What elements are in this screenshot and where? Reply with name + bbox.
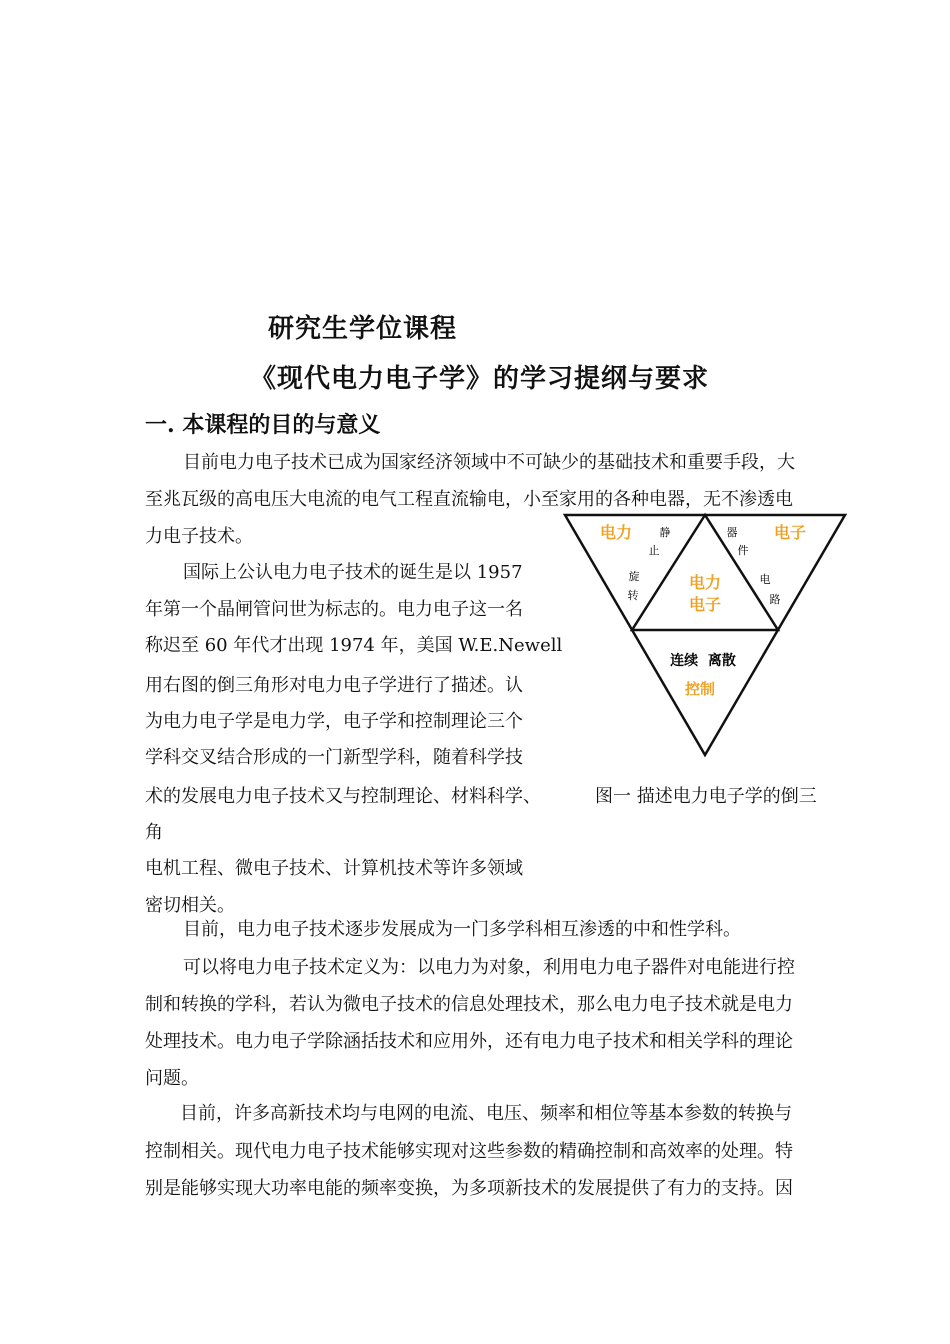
paragraph-line: 可以将电力电子技术定义为：以电力为对象，利用电力电子器件对电能进行控 — [183, 957, 795, 978]
label-continuous-discrete: 连续 离散 — [670, 653, 736, 669]
section-heading: 一. 本课程的目的与意义 — [145, 412, 381, 438]
label-electronics: 电子 — [773, 523, 807, 542]
paragraph-line: 年第一个晶闸管问世为标志的。电力电子这一名 — [145, 599, 523, 620]
label-power: 电力 — [599, 523, 633, 542]
paragraph-line: 角 — [145, 822, 163, 843]
label-control: 控制 — [684, 680, 716, 698]
paragraph-line: 控制相关。现代电力电子技术能够实现对这些参数的精确控制和高效率的处理。特 — [145, 1141, 793, 1162]
inverted-triangle-figure — [560, 510, 850, 760]
paragraph-line: 至兆瓦级的高电压大电流的电气工程直流输电，小至家用的各种电器，无不渗透电 — [145, 489, 793, 510]
paragraph-line: 力电子技术。 — [145, 526, 253, 547]
label-circuit-1: 电 — [759, 573, 771, 586]
document-title: 《现代电力电子学》的学习提纲与要求 — [250, 364, 710, 394]
paragraph-line: 称迟至 60 年代才出现 1974 年，美国 W.E.Newell — [145, 635, 563, 656]
label-static-1: 静 — [659, 526, 671, 539]
paragraph-line: 国际上公认电力电子技术的诞生是以 1957 — [183, 562, 523, 583]
label-center-2: 电子 — [688, 595, 722, 614]
paragraph-line: 问题。 — [145, 1068, 199, 1089]
label-center-1: 电力 — [688, 573, 722, 592]
label-rotate-2: 转 — [627, 589, 639, 602]
paragraph-line: 术的发展电力电子技术又与控制理论、材料科学、 — [145, 786, 541, 807]
course-title: 研究生学位课程 — [268, 314, 458, 344]
outer-triangle — [565, 515, 845, 755]
paragraph-line: 学科交叉结合形成的一门新型学科，随着科学技 — [145, 747, 523, 768]
paragraph-line: 电机工程、微电子技术、计算机技术等许多领域 — [145, 858, 523, 879]
label-device-2: 件 — [737, 544, 749, 557]
paragraph-line: 密切相关。 — [145, 895, 235, 916]
paragraph-line: 别是能够实现大功率电能的频率变换，为多项新技术的发展提供了有力的支持。因 — [145, 1178, 793, 1199]
paragraph-line: 为电力电子学是电力学，电子学和控制理论三个 — [145, 711, 523, 732]
paragraph-line: 目前，许多高新技术均与电网的电流、电压、频率和相位等基本参数的转换与 — [180, 1103, 792, 1124]
label-circuit-2: 路 — [769, 593, 781, 606]
label-rotate-1: 旋 — [628, 570, 640, 583]
figure-caption: 图一 描述电力电子学的倒三 — [595, 786, 817, 807]
paragraph-line: 目前，电力电子技术逐步发展成为一门多学科相互渗透的中和性学科。 — [183, 919, 741, 940]
label-static-2: 止 — [648, 544, 660, 557]
label-device-1: 器 — [726, 526, 738, 539]
paragraph-line: 处理技术。电力电子学除涵括技术和应用外，还有电力电子技术和相关学科的理论 — [145, 1031, 793, 1052]
paragraph-line: 用右图的倒三角形对电力电子学进行了描述。认 — [145, 675, 523, 696]
paragraph-line: 制和转换的学科，若认为微电子技术的信息处理技术，那么电力电子技术就是电力 — [145, 994, 793, 1015]
paragraph-line: 目前电力电子技术已成为国家经济领域中不可缺少的基础技术和重要手段，大 — [183, 452, 795, 473]
